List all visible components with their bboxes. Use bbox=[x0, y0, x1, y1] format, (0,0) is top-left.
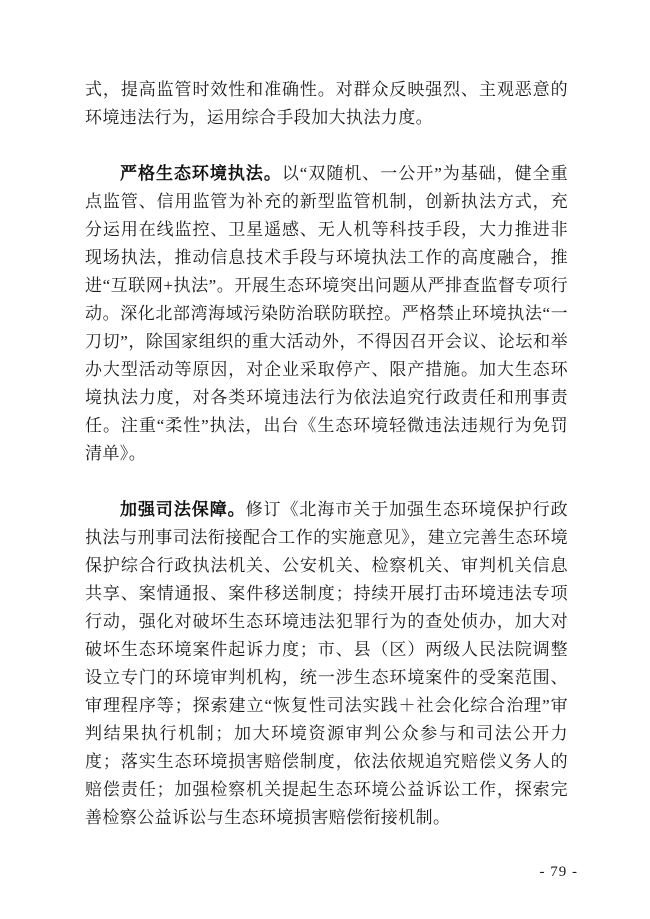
paragraph bbox=[85, 160, 568, 468]
page-number: - 79 - bbox=[539, 864, 578, 880]
paragraph bbox=[85, 496, 568, 832]
paragraph-text: 式，提高监管时效性和准确性。对群众反映强烈、主观恶意的环境违法行为，运用综合手段加大执法力度。 bbox=[85, 80, 568, 127]
paragraph bbox=[85, 76, 568, 132]
paragraph-lead: 加强司法保障。 bbox=[120, 500, 246, 519]
paragraph-text: 修订《北海市关于加强生态环境保护行政执法与刑事司法衔接配合工作的实施意见》，建立完善生态环境保护综合行政执法机关、公安机关、检察机关、审判机关信息共享、案情通报、案件移送制度；持续开展打击环境违法专项行动，强化对破坏生态环境违法犯罪行为的查处侦办，加大对破坏生态环境案件起诉力度；市、县（区）两级人民法院调整设立专门的环境审判机构，统一涉生态环境案件的受案范围、审理程序等；探索建立“恢复性司法实践＋社会化综合治理”审判结果执行机制；加大环境资源审判公众参与和司法公开力度；落实生态环境损害赔偿制度，依法依规追究赔偿义务人的赔偿责任；加强检察机关提起生态环境公益诉讼工作，探索完善检察公益诉讼与生态环境损害赔偿衔接机制。 bbox=[85, 500, 568, 827]
paragraph-lead: 严格生态环境执法。 bbox=[120, 164, 282, 183]
paragraph-text: 以“双随机、一公开”为基础，健全重点监管、信用监管为补充的新型监管机制，创新执法方式，充分运用在线监控、卫星遥感、无人机等科技手段，大力推进非现场执法，推动信息技术手段与环境执法工作的高度融合，推进“互联网+执法”。开展生态环境突出问题从严排查监督专项行动。深化北部湾海域污染防治联防联控。严格禁止环境执法“一刀切”，除国家组织的重大活动外，不得因召开会议、论坛和举办大型活动等原因，对企业采取停产、限产措施。加大生态环境执法力度，对各类环境违法行为依法追究行政责任和刑事责任。注重“柔性”执法，出台《生态环境轻微违法违规行为免罚清单》。 bbox=[85, 164, 568, 463]
document-body bbox=[85, 76, 568, 832]
